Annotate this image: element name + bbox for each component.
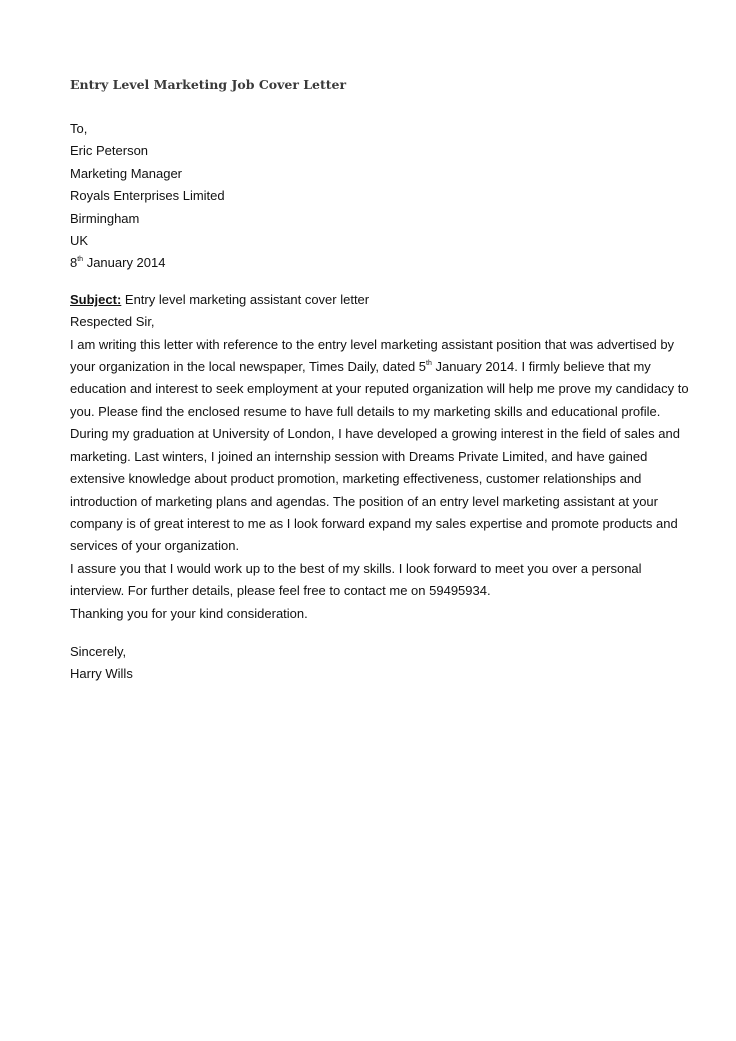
letter-body bbox=[70, 118, 689, 686]
paragraph1-line7: extensive knowledge about product promotion, marketing effectiveness, customer relationships and bbox=[70, 471, 642, 487]
paragraph1-line1: I am writing this letter with reference to the entry level marketing assistant position that was advertised by bbox=[70, 336, 675, 352]
document-title: Entry Level Marketing Job Cover Letter bbox=[70, 77, 347, 92]
recipient-country: UK bbox=[70, 233, 89, 249]
paragraph1-line2-pre: your organization in the local newspaper, Times Daily, dated 5 bbox=[70, 359, 427, 375]
subject-label: Subject: bbox=[70, 291, 122, 307]
paragraph2-line1: I assure you that I would work up to the best of my skills. I look forward to meet you over a personal bbox=[70, 560, 642, 576]
paragraph1-line2 bbox=[70, 356, 670, 378]
paragraph1-line2-sup: th bbox=[426, 359, 432, 367]
signature-name: Harry Wills bbox=[70, 666, 133, 682]
date-day: 8 bbox=[70, 255, 78, 271]
paragraph1-line8: introduction of marketing plans and agendas. The position of an entry level marketing assistant at your bbox=[70, 493, 658, 509]
recipient-name: Eric Peterson bbox=[70, 143, 149, 159]
paragraph1-line6: marketing. Last winters, I joined an internship session with Dreams Private Limited, and have gained bbox=[70, 448, 648, 464]
paragraph1-line3: education and interest to seek employment at your reputed organization will help me prove my candidacy to bbox=[70, 381, 689, 397]
subject-text: Entry level marketing assistant cover letter bbox=[121, 291, 370, 307]
thanks-line: Thanking you for your kind consideration. bbox=[70, 605, 308, 621]
paragraph1-line4: you. Please find the enclosed resume to have full details to my marketing skills and educational profile. bbox=[70, 403, 661, 419]
date-rest: January 2014 bbox=[83, 255, 166, 271]
spacer bbox=[70, 275, 670, 289]
recipient-to: To, bbox=[70, 121, 88, 136]
letter-date bbox=[70, 252, 670, 274]
spacer bbox=[70, 625, 670, 641]
paragraph1-line2-post: January 2014. I firmly believe that my bbox=[431, 359, 651, 375]
paragraph1-line9: company is of great interest to me as I look forward expand my sales expertise and promote products and bbox=[70, 515, 678, 531]
date-suffix: th bbox=[77, 256, 84, 264]
paragraph1-line5: During my graduation at University of London, I have developed a growing interest in the field of sales and bbox=[70, 426, 680, 442]
subject-line bbox=[70, 289, 670, 311]
closing: Sincerely, bbox=[70, 643, 127, 659]
paragraph1-line10: services of your organization. bbox=[70, 538, 240, 554]
recipient-position: Marketing Manager bbox=[70, 165, 182, 181]
recipient-city: Birmingham bbox=[70, 210, 140, 226]
greeting: Respected Sir, bbox=[70, 314, 155, 330]
recipient-company: Royals Enterprises Limited bbox=[70, 188, 225, 204]
paragraph2-line2: interview. For further details, please feel free to contact me on 59495934. bbox=[70, 583, 491, 599]
